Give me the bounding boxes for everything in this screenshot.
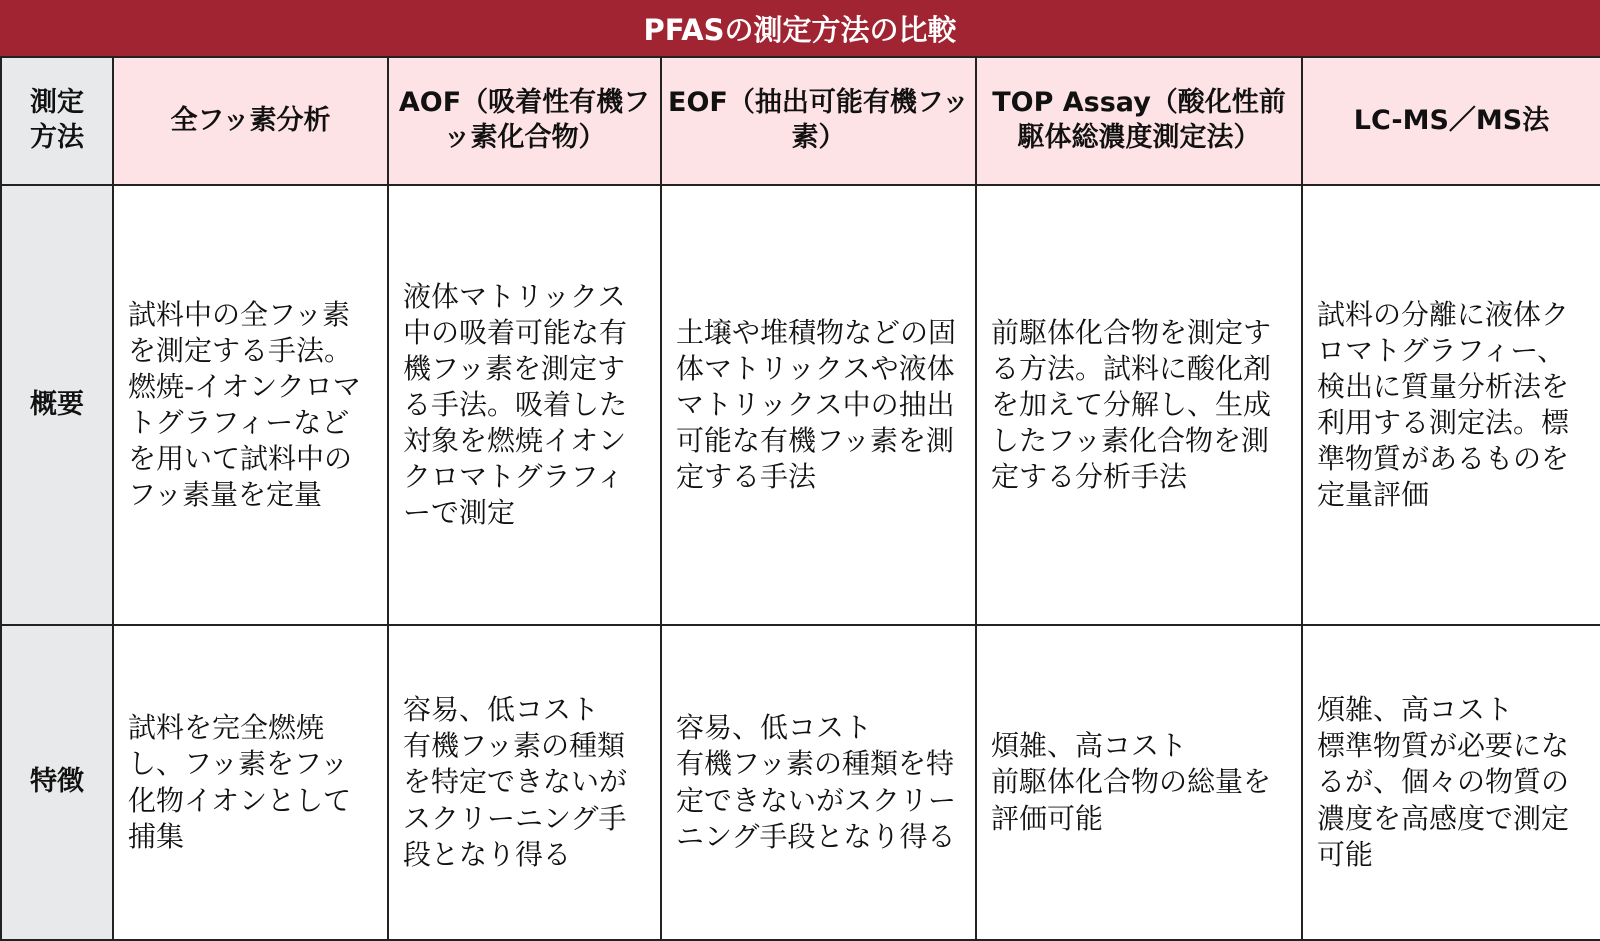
table-cell: 試料の分離に液体クロマトグラフィー、検出に質量分析法を利用する測定法。標準物質があるものを定量評価 [1302,185,1600,625]
column-header: LC-MS／MS法 [1302,57,1600,185]
column-header: EOF（抽出可能有機フッ素） [661,57,976,185]
column-header: TOP Assay（酸化性前駆体総濃度測定法） [976,57,1302,185]
header-row [1,57,1600,185]
column-header: AOF（吸着性有機フッ素化合物） [388,57,661,185]
row-header: 特徴 [1,625,113,940]
table-cell: 試料を完全燃焼し、フッ素をフッ化物イオンとして捕集 [113,625,388,940]
table-cell: 液体マトリックス中の吸着可能な有機フッ素を測定する手法。吸着した対象を燃焼イオンクロマトグラフィーで測定 [388,185,661,625]
table-row-overview [1,185,1600,625]
table-cell: 煩雑、高コスト 前駆体化合物の総量を評価可能 [976,625,1302,940]
corner-label: 測定 方法 [30,87,84,153]
table-cell: 試料中の全フッ素を測定する手法。燃焼-イオンクロマトグラフィーなどを用いて試料中のフッ素量を定量 [113,185,388,625]
corner-header [1,57,113,185]
table-cell: 煩雑、高コスト 標準物質が必要になるが、個々の物質の濃度を高感度で測定可能 [1302,625,1600,940]
table-cell: 前駆体化合物を測定する方法。試料に酸化剤を加えて分解し、生成したフッ素化合物を測定する分析手法 [976,185,1302,625]
table-cell: 容易、低コスト 有機フッ素の種類を特定できないがスクリーニング手段となり得る [661,625,976,940]
table-cell: 容易、低コスト 有機フッ素の種類を特定できないがスクリーニング手段となり得る [388,625,661,940]
page-title: PFASの測定方法の比較 [0,0,1600,56]
column-header: 全フッ素分析 [113,57,388,185]
comparison-table [0,56,1600,941]
table-cell: 土壌や堆積物などの固体マトリックスや液体マトリックス中の抽出可能な有機フッ素を測定する手法 [661,185,976,625]
table-row-features [1,625,1600,940]
row-header: 概要 [1,185,113,625]
